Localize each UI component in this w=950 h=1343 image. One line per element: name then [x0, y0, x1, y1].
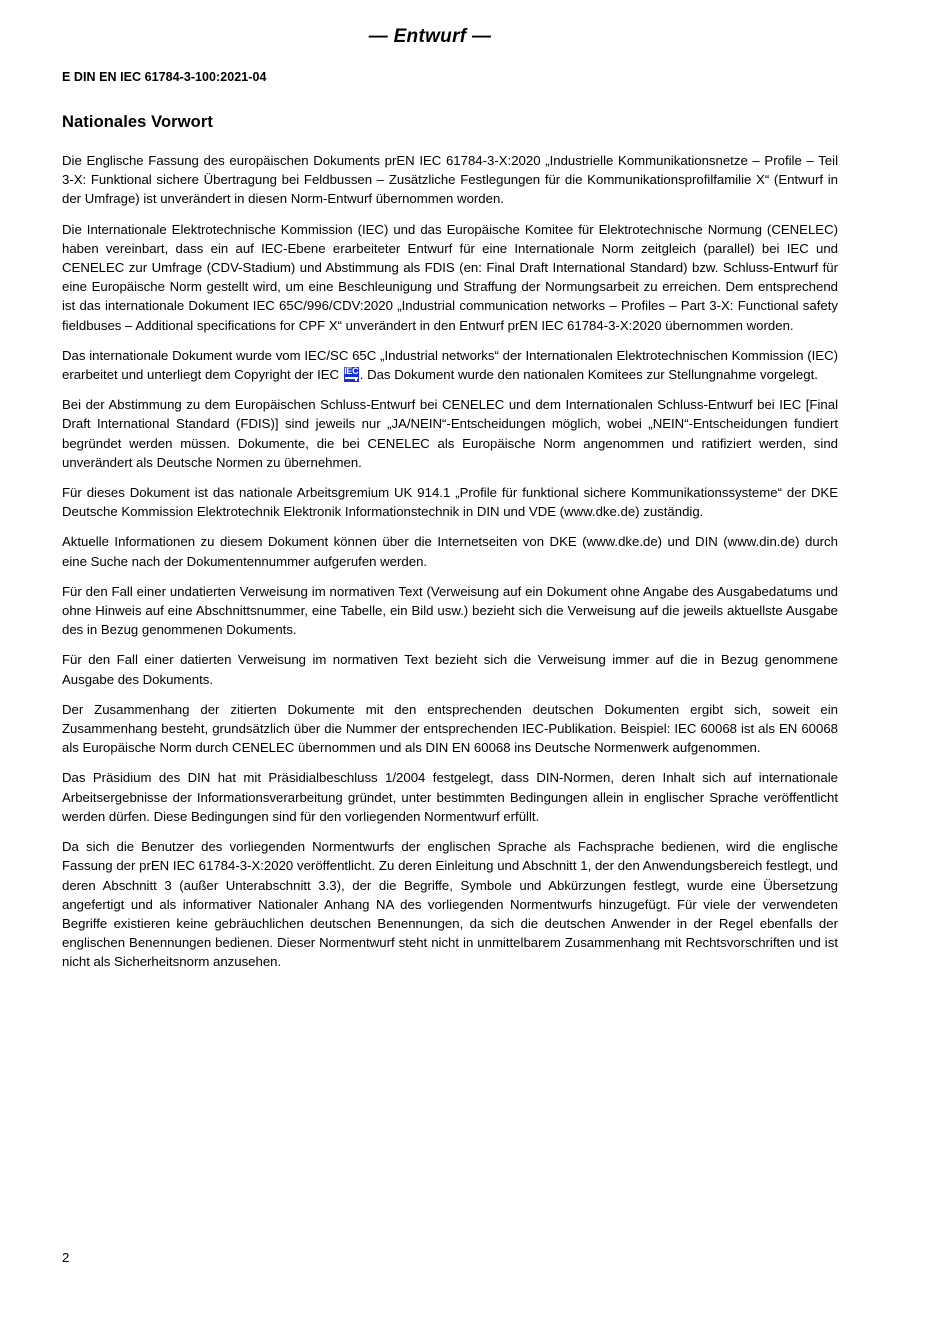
draft-watermark-label: — Entwurf — — [368, 26, 492, 47]
paragraph-8: Für den Fall einer datierten Verweisung im normativen Text bezieht sich die Verweisung immer auf die in Bezug genommene Ausgabe des Dokuments. — [62, 652, 838, 687]
foreword-body — [62, 132, 838, 972]
document-number: E DIN EN IEC 61784-3-100:2021-04 — [62, 70, 267, 84]
paragraph-4: Bei der Abstimmung zu dem Europäischen Schluss-Entwurf bei CENELEC und dem Internationalen Schluss-Entwurf bei IEC [Final Draft International Standard (FDIS)] sind jeweils nur „JA/NEIN“-Entscheidungen möglich, wobei „NEIN“-Entscheidungen fundiert begründet werden müssen. Dokumente, die bei CENELEC als Europäische Norm angenommen und ratifiziert werden, sind unverändert als Deutsche Normen zu übernehmen. — [62, 397, 838, 470]
paragraph-2: Die Internationale Elektrotechnische Kommission (IEC) und das Europäische Komitee für Elektrotechnische Normung (CENELEC) haben vereinbart, dass ein auf IEC-Ebene erarbeiteter Entwurf für eine Internationale Norm zeitgleich (parallel) bei IEC und CENELEC zur Umfrage (CDV-Stadium) und Abstimmung als FDIS (en: Final Draft International Standard) bzw. Schluss-Entwurf für eine Europäische Norm gestellt wird, um eine Beschleunigung und Straffung der Normungsarbeit zu erreichen. Dem entsprechend ist das internationale Dokument IEC 65C/996/CDV:2020 „Industrial communication networks – Profiles – Part 3-X: Functional safety fieldbuses – Additional specifications for CPF X“ unverändert in den Entwurf prEN IEC 61784-3-X:2020 übernommen worden. — [62, 221, 838, 333]
paragraph-1: Die Englische Fassung des europäischen Dokuments prEN IEC 61784-3-X:2020 „Industrielle Kommunikationsnetze – Profile – Teil 3-X: Funktional sichere Übertragung bei Feldbussen – Zusätzliche Festlegungen für die Kommunikationsprofilfamilie X“ (Entwurf in der Umfrage) ist unverändert in diesen Norm-Entwurf übernommen worden. — [62, 153, 838, 207]
iec-logo-letters: IEC — [344, 367, 359, 377]
page-title: Nationales Vorwort — [62, 113, 213, 131]
iec-logo-icon — [344, 367, 359, 382]
paragraph-10: Das Präsidium des DIN hat mit Präsidialbeschluss 1/2004 festgelegt, dass DIN-Normen, deren Inhalt sich auf internationale Arbeitsergebnisse der Informationsverarbeitung gründet, unter bestimmten Bedingungen allein in englischer Sprache veröffentlicht werden dürfen. Diese Bedingungen sind für den vorliegenden Normentwurf erfüllt. — [62, 770, 838, 824]
page-content — [62, 0, 838, 972]
page-number: 2 — [62, 1250, 70, 1265]
paragraph-6: Aktuelle Informationen zu diesem Dokument können über die Internetseiten von DKE (www.dke.de) und DIN (www.din.de) durch eine Suche nach der Dokumentennummer aufgerufen werden. — [62, 534, 838, 569]
iec-logo-dot — [355, 379, 357, 381]
paragraph-5: Für dieses Dokument ist das nationale Arbeitsgremium UK 914.1 „Profile für funktional sichere Kommunikationssysteme“ der DKE Deutsche Kommission Elektrotechnik Elektronik Informationstechnik in DIN und VDE (www.dke.de) zuständig. — [62, 485, 838, 520]
paragraph-9: Der Zusammenhang der zitierten Dokumente mit den entsprechenden deutschen Dokumenten ergibt sich, soweit ein Zusammenhang besteht, grundsätzlich über die Nummer der entsprechenden IEC-Publikation. Beispiel: IEC 60068 ist als EN 60068 als Europäische Norm durch CENELEC übernommen und als DIN EN 60068 ins Deutsche Normenwerk aufgenommen. — [62, 701, 838, 756]
paragraph-11: Da sich die Benutzer des vorliegenden Normentwurfs der englischen Sprache als Fachsprache bedienen, wird die englische Fassung der prEN IEC 61784-3-X:2020 veröffentlicht. Zu deren Einleitung und Abschnitt 1, der den Anwendungsbereich festlegt, und deren Abschnitt 3 (außer Unterabschnitt 3.3), der die Begriffe, Symbole und Abkürzungen festlegt, wurde eine Übersetzung angefertigt und als informativer Nationaler Anhang NA des vorliegenden Normentwurfs hinzugefügt. Für viele der verwendeten Begriffe existieren keine gebräuchlichen deutschen Benennungen, da sich die deutschen Anwender in der Regel ebenfalls der englischen Benennungen bedienen. Dieser Normentwurf steht nicht in unmittelbarem Zusammenhang mit Rechtsvorschriften und ist nicht als Sicherheitsnorm anzusehen. — [62, 839, 838, 970]
paragraph-7: Für den Fall einer undatierten Verweisung im normativen Text (Verweisung auf ein Dokument ohne Angabe des Ausgabedatums und ohne Hinweis auf eine Abschnittsnummer, eine Tabelle, ein Bild usw.) bezieht sich die Verweisung auf die jeweils aktuellste Ausgabe des in Bezug genommenen Dokuments. — [62, 583, 838, 638]
paragraph-3-text-before-logo: Das internationale Dokument wurde vom IEC/SC 65C „Industrial networks“ der Internationalen Elektrotechnischen Kommission (IEC) erarbeitet und unterliegt dem Copyright der IEC — [62, 347, 838, 383]
paragraph-3 — [62, 346, 838, 384]
paragraph-3-text-after-logo: . Das Dokument wurde den nationalen Komitees zur Stellungnahme vorgelegt. — [359, 367, 818, 383]
